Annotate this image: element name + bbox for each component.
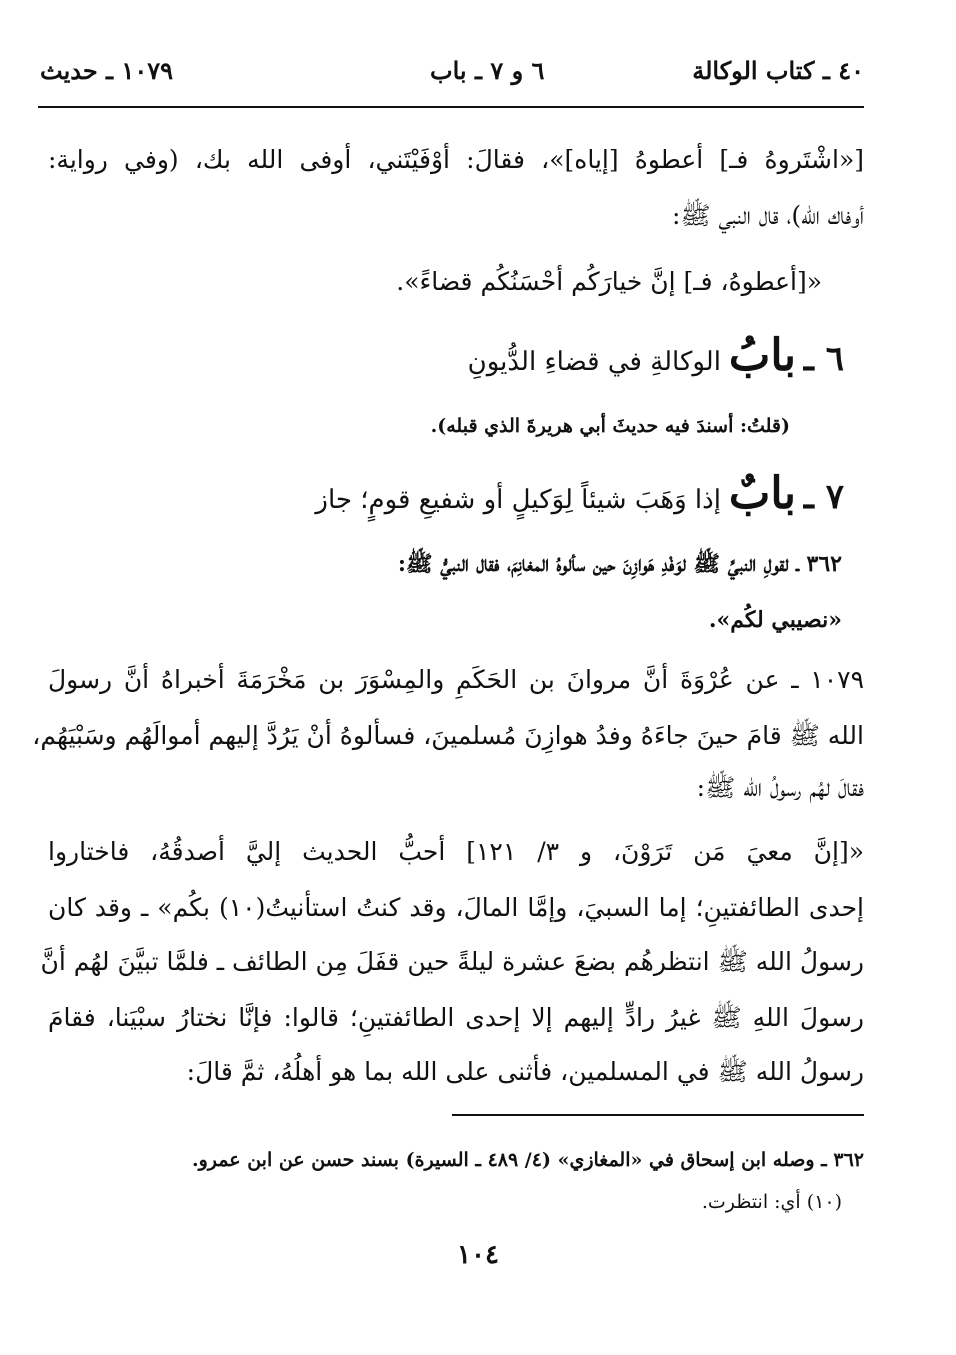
hadith-line-1: ١٠٧٩ ـ عن عُرْوَةَ أنَّ مروانَ بن الحَكَمِ والمِسْوَرَ بن مَخْرَمَةَ أخبراهُ أنَّ رسولَ — [48, 665, 864, 694]
page-number: ١٠٤ — [457, 1240, 499, 1270]
chapter-7-title: إذا وَهَبَ شيئاً لِوَكيلٍ أو شفيعِ قومٍ؛ جاز — [315, 485, 721, 515]
chapter-6-title: الوكالةِ في قضاءِ الدُّيونِ — [467, 347, 721, 377]
header-hadith-number: ١٠٧٩ ـ حديث — [40, 56, 173, 85]
chapter-7-heading — [315, 466, 844, 528]
chapter-7-bab: بابٌ — [728, 468, 796, 519]
chapter-6-note: (قلتُ: أسندَ فيه حديثَ أبي هريرةَ الذي قبله). — [430, 415, 790, 437]
hadith-line-6: رسولُ الله ﷺ انتظرهُم بضعَ عشرة ليلةً حين قفَلَ مِن الطائف ـ فلمَّا تبيَّنَ لهُم أنَّ — [40, 947, 864, 976]
header-divider — [38, 106, 864, 108]
hadith-line-8: رسولُ الله ﷺ في المسلمين، فأثنى على الله بما هو أهلُهُ، ثمَّ قالَ: — [186, 1057, 864, 1086]
hadith-line-7: رسولَ اللهِ ﷺ غيرُ رادٍّ إليهم إلا إحدى الطائفتينِ؛ قالوا: فإنَّا نختارُ سبْيَنا، فقامَ — [48, 1003, 864, 1032]
header-chapter: ٦ و ٧ ـ باب — [430, 56, 545, 85]
intro-line-1: [«اشْتَروهُ فـ] أعطوهُ [إياه]»، فقالَ: أوْفَيْتَني، أوفى الله بك، (وفي رواية: — [48, 145, 864, 174]
chapter-7-text-2: «نصيبي لكُم». — [708, 607, 842, 633]
chapter-7-text-1: ٣٦٢ ـ لقولِ النبيِّ ﷺ لوَفْدِ هَوازِنَ حين سألوهُ المغانِمَ، فقال النبيُّ ﷺ: — [397, 551, 842, 577]
running-header — [40, 56, 864, 96]
footnote-362: ٣٦٢ ـ وصله ابن إسحاق في «المغازي» (٤/ ٤٨٩ ـ السيرة) بسند حسن عن ابن عمرو. — [191, 1149, 864, 1171]
footnote-divider — [452, 1114, 864, 1116]
hadith-line-2: الله ﷺ قامَ حينَ جاءَهُ وفدُ هوازِنَ مُسلمينَ، فسألوهُ أنْ يَرُدَّ إليهم أموالَهُم وسَبْيَهُم، — [32, 721, 864, 750]
header-book-title: ٤٠ ـ كتاب الوكالة — [692, 56, 864, 85]
hadith-line-3: فقالَ لهُم رسولُ الله ﷺ: — [696, 773, 864, 802]
chapter-6-bab: بابُ — [728, 330, 796, 381]
hadith-line-4: «[إنَّ معيَ مَن تَرَوْنَ، و ٣/ ١٢١] أحبُّ الحديث إليَّ أصدقُهُ، فاختاروا — [48, 837, 865, 866]
footnote-10: (١٠) أي: انتظرت. — [701, 1191, 842, 1213]
intro-line-3: «[أعطوهُ، فـ] إنَّ خيارَكُم أحْسَنُكُم قضاءً». — [396, 267, 822, 296]
chapter-6-heading — [468, 328, 844, 390]
chapter-6-number: ٦ ـ — [803, 339, 844, 379]
intro-line-2: أوفاك الله)، قال النبي ﷺ: — [671, 201, 864, 230]
chapter-7-number: ٧ ـ — [803, 477, 844, 517]
hadith-line-5: إحدى الطائفتينِ؛ إما السبيَ، وإمَّا المالَ، وقد كنتُ استأنيتُ(١٠) بكُم» ـ وقد كان — [48, 893, 865, 922]
